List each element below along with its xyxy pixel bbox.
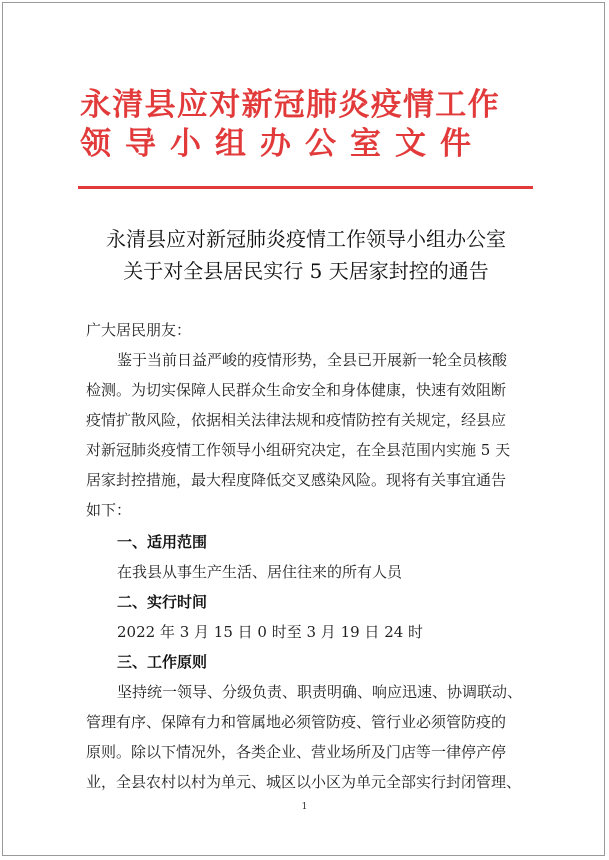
intro-line-5: 居家封控措施，最大程度降低交叉感染风险。现将有关事宜通告 bbox=[86, 471, 507, 489]
section-principles-line-3: 原则。除以下情况外，各类企业、营业场所及门店等一律停产停 bbox=[86, 743, 507, 761]
intro-line-4: 对新冠肺炎疫情工作领导小组研究决定，在全县范围内实施 5 天 bbox=[86, 441, 511, 459]
section-heading-period: 二、实行时间 bbox=[117, 593, 208, 611]
section-heading-scope: 一、适用范围 bbox=[117, 533, 208, 551]
intro-line-6: 如下： bbox=[86, 501, 132, 519]
section-period-line-1: 2022 年 3 月 15 日 0 时至 3 月 19 日 24 时 bbox=[117, 623, 424, 641]
section-heading-principles: 三、工作原则 bbox=[117, 653, 208, 671]
section-principles-line-4: 业，全县农村以村为单元、城区以小区为单元全部实行封闭管理、 bbox=[86, 773, 522, 791]
document-title-line-2: 关于对全县居民实行 5 天居家封控的通告 bbox=[123, 259, 489, 283]
salutation: 广大居民朋友： bbox=[86, 321, 192, 339]
intro-line-2: 检测。为切实保障人民群众生命安全和身体健康，快速有效阻断 bbox=[86, 381, 507, 399]
section-principles-line-2: 管理有序、保障有力和管属地必须管防疫、管行业必须管防疫的 bbox=[86, 713, 507, 731]
intro-line-3: 疫情扩散风险，依据相关法律法规和疫情防控有关规定，经县应 bbox=[86, 411, 507, 429]
page-number: 1 bbox=[301, 802, 308, 812]
red-separator-line bbox=[78, 186, 533, 189]
intro-line-1: 鉴于当前日益严峻的疫情形势，全县已开展新一轮全员核酸 bbox=[117, 351, 508, 369]
section-scope-line-1: 在我县从事生产生活、居住往来的所有人员 bbox=[117, 563, 403, 581]
issuing-org-header-line-1: 永清县应对新冠肺炎疫情工作 bbox=[80, 87, 500, 123]
document-title-line-1: 永清县应对新冠肺炎疫情工作领导小组办公室 bbox=[106, 227, 506, 251]
issuing-org-header-line-2: 领导小组办公室文件 bbox=[80, 126, 485, 162]
section-principles-line-1: 坚持统一领导、分级负责、职责明确、响应迅速、协调联动、 bbox=[117, 683, 523, 701]
